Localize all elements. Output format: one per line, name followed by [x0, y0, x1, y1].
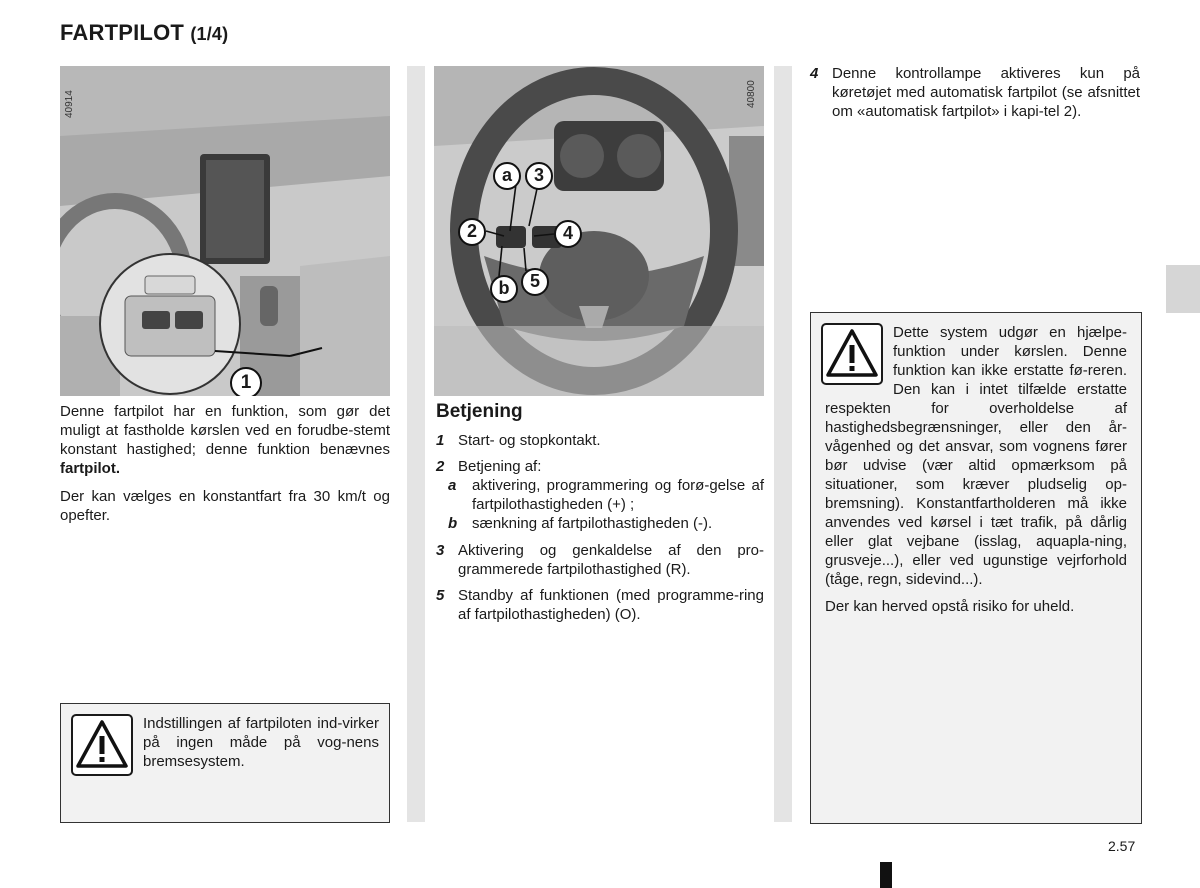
chapter-tab — [1166, 265, 1200, 313]
callout-a: a — [493, 162, 521, 190]
sub-item: b sænkning af fartpilothastigheden (-). — [448, 515, 713, 532]
page-title — [60, 20, 228, 46]
steering-wheel-figure — [434, 66, 764, 396]
figure-code: 40800 — [746, 80, 757, 108]
warning-box-assist — [810, 312, 1142, 824]
callout-5: 5 — [521, 268, 549, 296]
list-item: 5 Standby af funktionen (med programme-ring af fartpilothastigheden) (O). — [436, 587, 764, 623]
left-column — [60, 402, 390, 534]
warning-text-brakes: Indstillingen af fartpiloten ind-virker på ingen måde på vog-nens bremsesystem. — [143, 715, 379, 770]
bottom-marker — [880, 862, 892, 888]
title-text: FARTPILOT — [60, 20, 185, 45]
warning-icon — [71, 714, 133, 776]
callout-1: 1 — [230, 367, 262, 396]
dashboard-figure — [60, 66, 390, 396]
section-heading: Betjening — [436, 401, 523, 422]
warning-box-brakes — [60, 703, 390, 823]
list-item: 4 Denne kontrollampe aktiveres kun på køretøjet med automatisk fartpilot (se afsnittet om «automatisk fartpilot» i kapi-tel 2). — [810, 65, 1140, 120]
list-item: 3 Aktivering og genkaldelse af den pro-grammerede fartpilothastighed (R). — [436, 542, 764, 578]
intro-paragraph: Denne fartpilot har en funktion, som gør det muligt at fastholde kørslen ved en forudbe-stemt konstant hastighed; denne funktion benævnes fartpilot. — [60, 403, 390, 477]
middle-column — [436, 402, 764, 631]
list-item: 2 Betjening af: — [436, 458, 542, 475]
speed-paragraph: Der kan vælges en konstantfart fra 30 km/t og opefter. — [60, 488, 390, 524]
column-gutter-left — [407, 66, 425, 822]
callout-2: 2 — [458, 218, 486, 246]
list-item: 1 Start- og stopkontakt. — [436, 432, 601, 449]
right-column-top — [810, 64, 1140, 128]
risk-note: Der kan herved opstå risiko for uheld. — [825, 598, 1075, 615]
page-number: 2.57 — [1108, 838, 1136, 854]
column-gutter-right — [774, 66, 792, 822]
warning-text-assist: Dette system udgør en hjælpe-funktion under kørslen. Denne funktion kan ikke erstatte fø-reren. Den kan i intet tilfælde erstatte respekten for overholdelse af hastighedsbegrænsninger, eller den år-vågenhed og det ansvar, som vognens fører bør udvise (vær altid opmærksom på situationer, som kræver pludselig op-bremsning). Konstantfartholderen må ikke anvendes ved kørsel i tæt trafik, på dårlig eller glat vejbane (isslag, aquapla-ning, grusveje...), eller ved ugunstige vejrforhold (tåge, regn, sidevind...). Der kan herved opstå risiko for uheld. — [825, 324, 1127, 615]
callout-4: 4 — [554, 220, 582, 248]
sub-item: a aktivering, programmering og forø-gelse af fartpilothastigheden (+) ; — [448, 477, 764, 513]
figure-code: 40914 — [64, 90, 75, 118]
callout-b: b — [490, 275, 518, 303]
sub-list — [436, 476, 764, 533]
title-page-indicator: (1/4) — [190, 24, 229, 44]
callout-3: 3 — [525, 162, 553, 190]
